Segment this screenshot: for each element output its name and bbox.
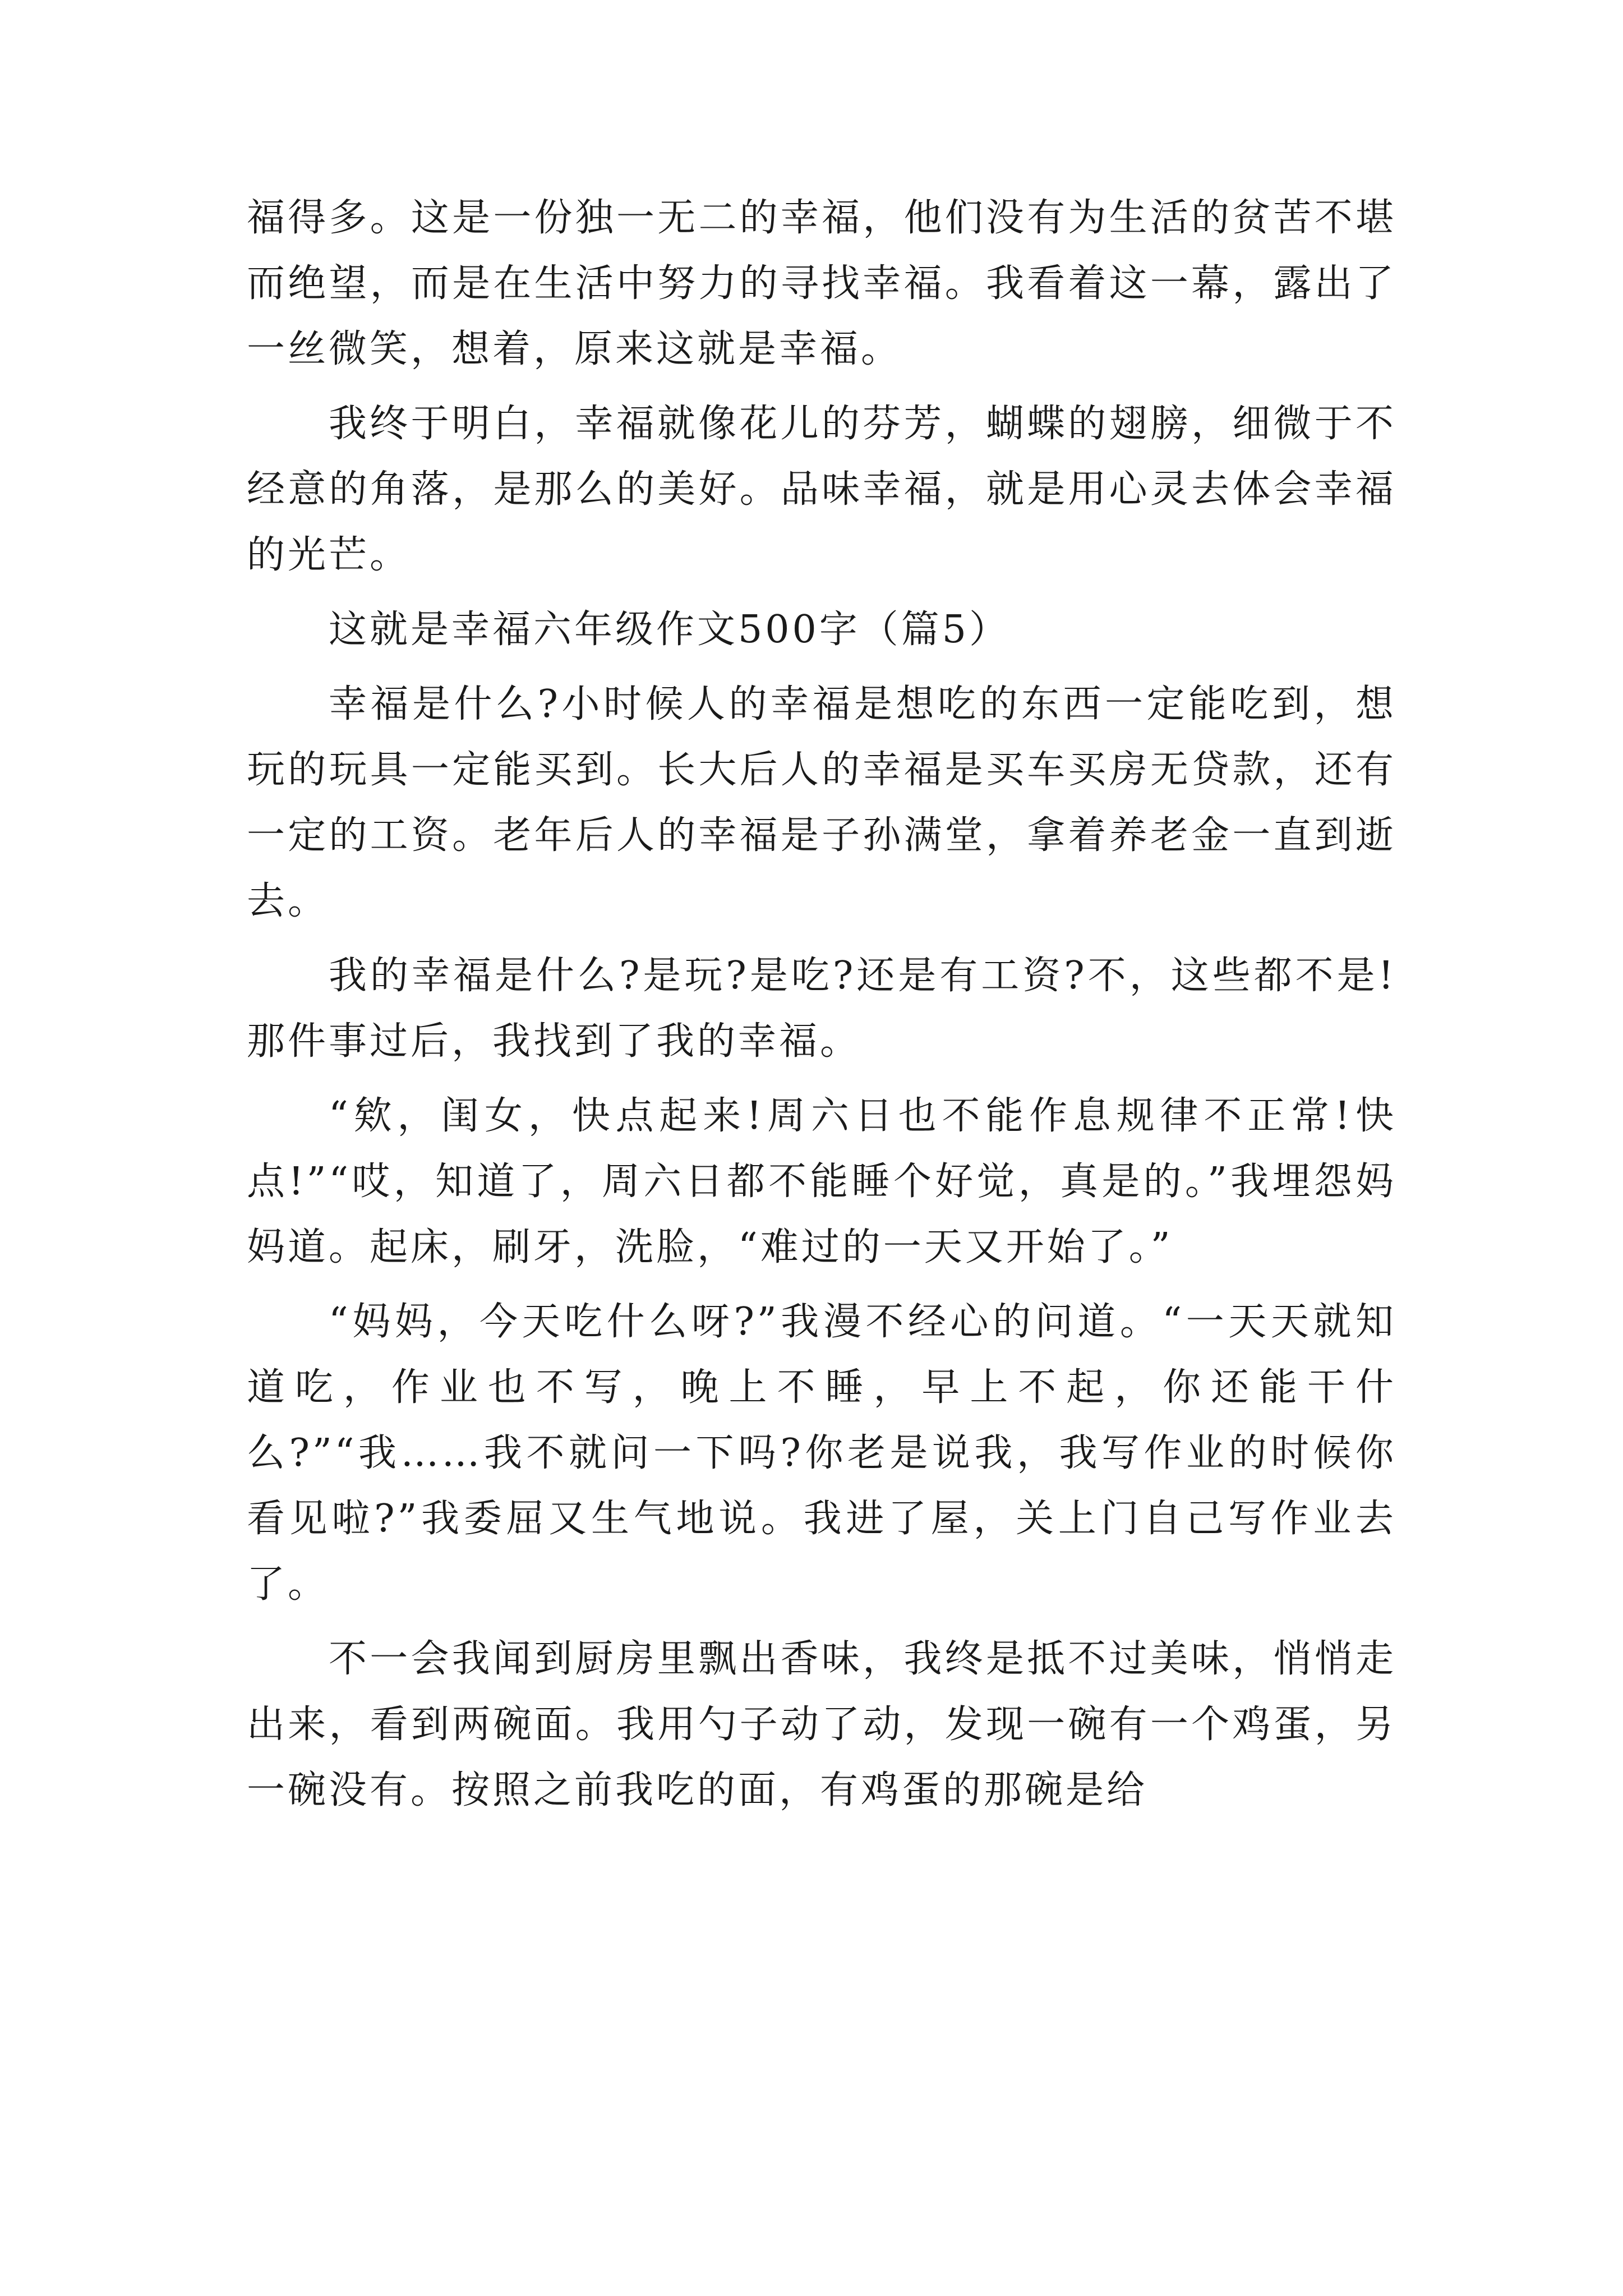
paragraph-2: 我终于明白，幸福就像花儿的芬芳，蝴蝶的翅膀，细微于不经意的角落，是那么的美好。品味幸福，就是用心灵去体会幸福的光芒。	[247, 402, 1396, 577]
paragraph-4: 我的幸福是什么?是玩?是吃?还是有工资?不，这些都不是!那件事过后，我找到了我的幸福。	[247, 954, 1396, 1064]
paragraph-7: 不一会我闻到厨房里飘出香味，我终是抵不过美味，悄悄走出来，看到两碗面。我用勺子动了动，发现一碗有一个鸡蛋，另一碗没有。按照之前我吃的面，有鸡蛋的那碗是给	[247, 1637, 1396, 1812]
paragraph-1: 福得多。这是一份独一无二的幸福，他们没有为生活的贫苦不堪而绝望，而是在生活中努力的寻找幸福。我看着这一幕，露出了一丝微笑，想着，原来这就是幸福。	[247, 196, 1396, 371]
paragraph-3: 幸福是什么?小时候人的幸福是想吃的东西一定能吃到，想玩的玩具一定能买到。长大后人的幸福是买车买房无贷款，还有一定的工资。老年后人的幸福是子孙满堂，拿着养老金一直到逝去。	[247, 682, 1396, 923]
section-heading: 这就是幸福六年级作文500字（篇5）	[329, 608, 1011, 652]
paragraph-5: “欸，闺女，快点起来!周六日也不能作息规律不正常!快点!”“哎，知道了，周六日都不能睡个好觉，真是的。”我埋怨妈妈道。起床，刷牙，洗脸，“难过的一天又开始了。”	[247, 1094, 1396, 1269]
paragraph-6: “妈妈，今天吃什么呀?”我漫不经心的问道。“一天天就知道吃，作业也不写，晚上不睡，早上不起，你还能干什么?”“我……我不就问一下吗?你老是说我，我写作业的时候你看见啦?”我委屈又生气地说。我进了屋，关上门自己写作业去了。	[247, 1300, 1396, 1607]
document-body	[247, 185, 1396, 1832]
